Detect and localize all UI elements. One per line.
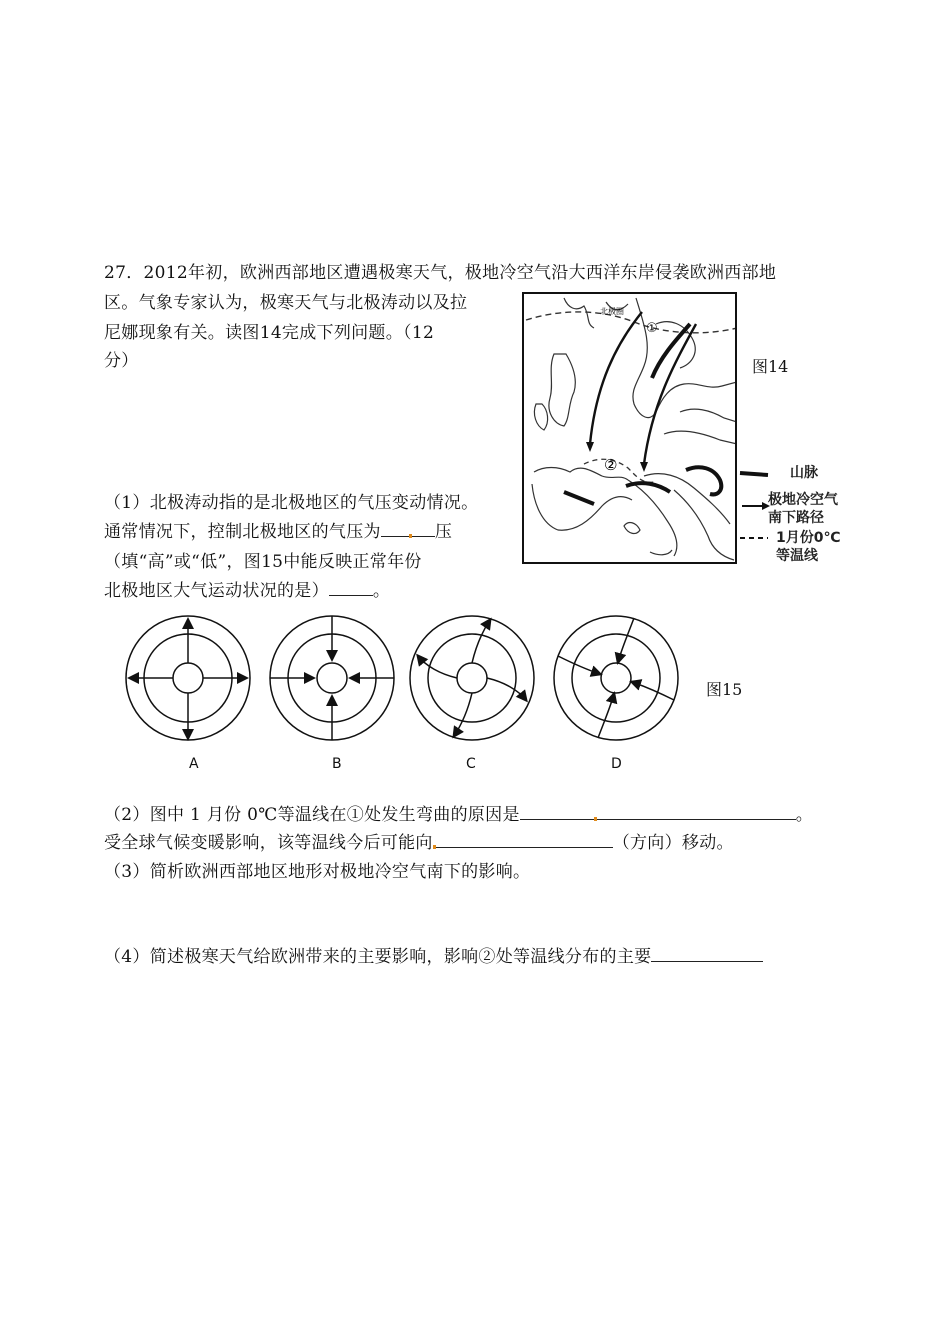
part1-line-2 [104, 517, 452, 547]
diagram-b [270, 616, 394, 740]
part1-line-4-text: 北极地区大气运动状况的是） [104, 581, 329, 601]
part2-direction-blank[interactable] [433, 829, 613, 848]
marker-2: ② [604, 456, 618, 474]
diagram-a [126, 616, 250, 740]
part2-line-2 [104, 828, 734, 858]
part1-pressure-blank[interactable] [381, 518, 435, 537]
pyrenees-mountain [564, 492, 594, 504]
legend-mountain-symbol [740, 473, 768, 475]
question-line-4: 分） [104, 351, 139, 371]
carpathian-mountain [686, 467, 721, 494]
part2-line-1-text: （2）图中 1 月份 0℃等温线在①处发生弯曲的原因是 [104, 805, 520, 825]
europe-map [522, 292, 737, 564]
part1-line-3: （填“高”或“低”，图15中能反映正常年份 [104, 552, 422, 572]
figure-14-caption: 图14 [752, 357, 789, 376]
question-line-3: 尼娜现象有关。读图14完成下列问题。（12 [104, 323, 435, 343]
legend-isotherm-label-1: 1月份0℃ [776, 530, 841, 546]
part4-answer-blank[interactable] [651, 943, 763, 962]
legend-path-label-2: 南下路径 [768, 510, 824, 526]
part4-line-1 [104, 942, 763, 972]
europe-map-drawing [524, 294, 737, 564]
arctic-circle-line [526, 312, 737, 333]
part4-line-1-text: （4）简述极寒天气给欧洲带来的主要影响，影响②处等温线分布的主要 [104, 947, 652, 967]
part1-line-2-text: 通常情况下，控制北极地区的气压为 [104, 522, 381, 542]
diagram-c [410, 616, 534, 740]
part2-line-1-suffix: 。 [795, 805, 814, 825]
diagram-label-d: D [611, 756, 622, 772]
cold-air-path-west [590, 312, 642, 444]
part2-reason-blank[interactable] [520, 801, 796, 820]
alps-mountain [626, 483, 670, 492]
marker-1: ① [646, 321, 658, 336]
figure-15-diagrams [122, 612, 702, 752]
part1-line-2-suffix: 压 [434, 522, 453, 542]
part1-line-4 [104, 576, 390, 606]
part3-line-1: （3）简析欧洲西部地区地形对极地冷空气南下的影响。 [104, 862, 531, 882]
diagram-label-b: B [332, 756, 342, 772]
part2-line-1 [104, 800, 813, 830]
part2-line-2-suffix: （方向）移动。 [612, 833, 734, 853]
part1-figure-blank[interactable] [329, 577, 373, 596]
legend-isotherm-label-2: 等温线 [776, 548, 818, 564]
diagram-d [554, 616, 678, 740]
part1-line-1: （1）北极涛动指的是北极地区的气压变动情况。 [104, 493, 479, 513]
legend-path-label-1: 极地冷空气 [768, 492, 838, 508]
legend-mountain-label: 山脉 [790, 465, 818, 481]
part1-line-4-suffix: 。 [372, 581, 391, 601]
arctic-circle-label: 北极圈 [600, 307, 624, 316]
diagram-label-c: C [466, 756, 476, 772]
question-line-2: 区。气象专家认为，极寒天气与北极涛动以及拉 [104, 293, 468, 313]
question-line-1: 27．2012年初，欧洲西部地区遭遇极寒天气，极地冷空气沿大西洋东岸侵袭欧洲西部地 [104, 263, 777, 283]
figure-15-caption: 图15 [706, 680, 743, 699]
diagram-label-a: A [189, 756, 199, 772]
part2-line-2-text: 受全球气候变暖影响，该等温线今后可能向 [104, 833, 433, 853]
